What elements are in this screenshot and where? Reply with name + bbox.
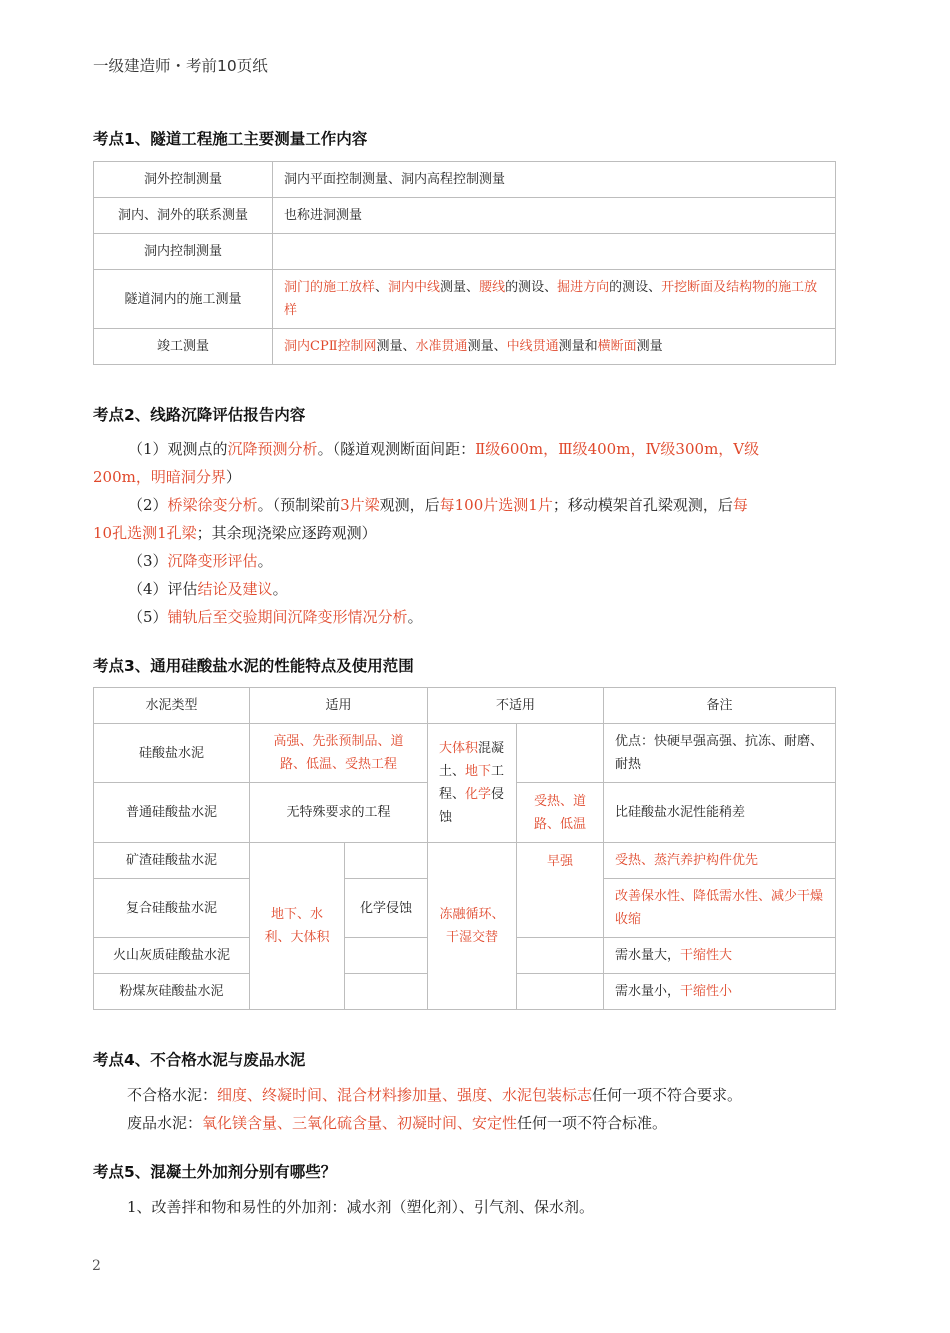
highlight-text: 开挖断面及结构物的施工放样 (284, 280, 818, 318)
text-segment: 不合格水泥： (127, 1086, 218, 1104)
table-row (94, 724, 836, 783)
text-segment: ） (225, 468, 241, 486)
highlight-text: 化学 (465, 787, 492, 802)
paragraph-line (127, 1112, 667, 1133)
text-segment: （2） (128, 496, 168, 514)
suitable-empty-cell (345, 938, 428, 974)
section-1-title: 考点1、隧道工程施工主要测量工作内容 (93, 130, 368, 148)
table-row (94, 843, 836, 879)
highlight-text: 结论及建议 (197, 580, 273, 598)
highlight-text: Ⅱ级600m，Ⅲ级400m，Ⅳ级300m，Ⅴ级 (475, 440, 760, 458)
paragraph-line (93, 522, 377, 543)
text-segment: 测量、 (440, 280, 480, 295)
note-cell (604, 879, 836, 938)
highlight-text: 沉降预测分析 (227, 440, 318, 458)
paragraph-line (128, 438, 759, 459)
unsuitable-empty-cell (517, 938, 604, 974)
note-cell (604, 724, 836, 783)
cement-type: 硅酸盐水泥 (94, 724, 250, 783)
table-row (94, 270, 836, 329)
text-segment: 任何一项不符合要求。 (592, 1086, 743, 1104)
suitable-cell: 无特殊要求的工程 (250, 783, 428, 843)
text-segment: 需水量大， (615, 948, 681, 963)
suitable-empty-cell (345, 974, 428, 1010)
text-segment: （1）观测点的 (128, 440, 228, 458)
highlight-text: 洞内中线 (388, 280, 441, 295)
section-3-title: 考点3、通用硅酸盐水泥的性能特点及使用范围 (93, 657, 414, 675)
highlight-text: 掘进方向 (557, 280, 610, 295)
note-cell (604, 974, 836, 1010)
text-segment: 。 (257, 552, 273, 570)
text-segment: 侵蚀 (439, 787, 505, 825)
unsuitable-cell: 早强 (517, 843, 604, 938)
page-number: 2 (92, 1258, 101, 1274)
row-content (273, 234, 836, 270)
unsuitable-cell (428, 724, 517, 843)
cement-table (93, 687, 836, 1010)
unsuitable-cell: 冻融循环、干湿交替 (428, 843, 517, 1010)
highlight-text: 洞门的施工放样 (284, 280, 376, 295)
header-suitable: 适用 (250, 688, 428, 724)
row-label: 竣工测量 (94, 329, 273, 365)
highlight-text: 大体积 (439, 741, 479, 756)
highlight-text: 氧化镁含量、三氧化硫含量、初凝时间、安定性 (202, 1114, 518, 1132)
text-segment: 。（预制梁前 (257, 496, 341, 514)
text-segment: 需水量小， (615, 984, 681, 999)
paragraph-line (128, 606, 423, 627)
row-label: 洞内、洞外的联系测量 (94, 198, 273, 234)
text-segment: （3） (128, 552, 168, 570)
cement-type: 火山灰质硅酸盐水泥 (94, 938, 250, 974)
cement-type: 普通硅酸盐水泥 (94, 783, 250, 843)
paragraph-line (128, 494, 748, 515)
text-segment: 测量和 (558, 339, 598, 354)
table-row (94, 329, 836, 365)
table-row (94, 162, 836, 198)
highlight-text: 受热、蒸汽养护构件优先 (615, 853, 759, 868)
text-segment: 测量、 (467, 339, 507, 354)
row-content (273, 162, 836, 198)
text-segment: 。（隧道观测断面间距： (317, 440, 476, 458)
paragraph-line (93, 466, 241, 487)
highlight-text: 干缩性大 (680, 948, 733, 963)
text-segment: 测量 (636, 339, 663, 354)
unsuitable-cell: 受热、道路、低温 (517, 783, 604, 843)
row-content (273, 329, 836, 365)
suitable-empty-cell (345, 843, 428, 879)
table-header-row (94, 688, 836, 724)
text-segment: 优点：快硬早强高强、抗冻、耐磨、耐热 (615, 734, 824, 772)
highlight-text: 横断面 (597, 339, 637, 354)
text-segment: 也称进洞测量 (284, 208, 363, 223)
highlight-text: 水准贯通 (415, 339, 468, 354)
highlight-text: 3片梁 (340, 496, 380, 514)
text-segment: 。 (407, 608, 423, 626)
header-type: 水泥类型 (94, 688, 250, 724)
cement-type: 矿渣硅酸盐水泥 (94, 843, 250, 879)
highlight-text: 沉降变形评估 (167, 552, 258, 570)
row-label: 洞外控制测量 (94, 162, 273, 198)
header-note: 备注 (604, 688, 836, 724)
note-cell (604, 783, 836, 843)
text-segment: 的测设、 (505, 280, 558, 295)
unsuitable-empty-cell (517, 974, 604, 1010)
highlight-text: 细度、终凝时间、混合材料掺加量、强度、水泥包装标志 (217, 1086, 593, 1104)
highlight-text: 地下 (465, 764, 492, 779)
text-segment: ；其余现浇梁应逐跨观测） (196, 524, 377, 542)
text-segment: 比硅酸盐水泥性能稍差 (615, 805, 746, 820)
paragraph-line (128, 550, 273, 571)
suitable-cell: 高强、先张预制品、道路、低温、受热工程 (250, 724, 428, 783)
survey-table (93, 161, 836, 365)
row-label: 隧道洞内的施工测量 (94, 270, 273, 329)
section-5-title: 考点5、混凝土外加剂分别有哪些？ (93, 1163, 337, 1181)
text-segment: 工程、 (439, 764, 505, 802)
note-cell (604, 938, 836, 974)
paragraph-line (127, 1084, 742, 1105)
text-segment: ；移动模架首孔梁观测，后 (552, 496, 733, 514)
suitable-cell: 化学侵蚀 (345, 879, 428, 938)
section-4-title: 考点4、不合格水泥与废品水泥 (93, 1051, 306, 1069)
highlight-text: 干缩性小 (680, 984, 733, 999)
highlight-text: 改善保水性、降低需水性、减少干燥收缩 (615, 889, 824, 927)
row-content (273, 270, 836, 329)
text-segment: 、 (375, 280, 389, 295)
highlight-text: 腰线 (479, 280, 506, 295)
text-segment: 的测设、 (609, 280, 662, 295)
highlight-text: 洞内CPⅡ控制网 (284, 339, 377, 354)
highlight-text: 桥梁徐变分析 (167, 496, 258, 514)
page-header: 一级建造师・考前10页纸 (93, 57, 268, 75)
highlight-text: 每 (732, 496, 748, 514)
text-segment: 。 (272, 580, 288, 598)
highlight-text: 200m，明暗洞分界 (93, 468, 226, 486)
text-segment: 观测，后 (379, 496, 440, 514)
text-segment: （4）评估 (128, 580, 198, 598)
text-segment: 洞内平面控制测量、洞内高程控制测量 (284, 172, 506, 187)
cement-type: 粉煤灰硅酸盐水泥 (94, 974, 250, 1010)
text-segment: （5） (128, 608, 168, 626)
text-segment: 测量、 (376, 339, 416, 354)
row-label: 洞内控制测量 (94, 234, 273, 270)
table-row (94, 198, 836, 234)
unsuitable-empty-cell (517, 724, 604, 783)
text-segment: 混凝土、 (439, 741, 505, 779)
paragraph-line: 1、改善拌和物和易性的外加剂：减水剂（塑化剂）、引气剂、保水剂。 (127, 1198, 595, 1216)
text-segment: 废品水泥： (127, 1114, 203, 1132)
paragraph-line (128, 578, 288, 599)
note-cell (604, 843, 836, 879)
section-2-title: 考点2、线路沉降评估报告内容 (93, 406, 306, 424)
row-content (273, 198, 836, 234)
highlight-text: 每100片选测1片 (439, 496, 553, 514)
cement-type: 复合硅酸盐水泥 (94, 879, 250, 938)
highlight-text: 中线贯通 (506, 339, 559, 354)
suitable-cell: 地下、水利、大体积 (250, 843, 345, 1010)
table-row (94, 234, 836, 270)
header-unsuitable: 不适用 (428, 688, 604, 724)
highlight-text: 铺轨后至交验期间沉降变形情况分析 (167, 608, 408, 626)
text-segment: 任何一项不符合标准。 (517, 1114, 668, 1132)
highlight-text: 10孔选测1孔梁 (93, 524, 197, 542)
